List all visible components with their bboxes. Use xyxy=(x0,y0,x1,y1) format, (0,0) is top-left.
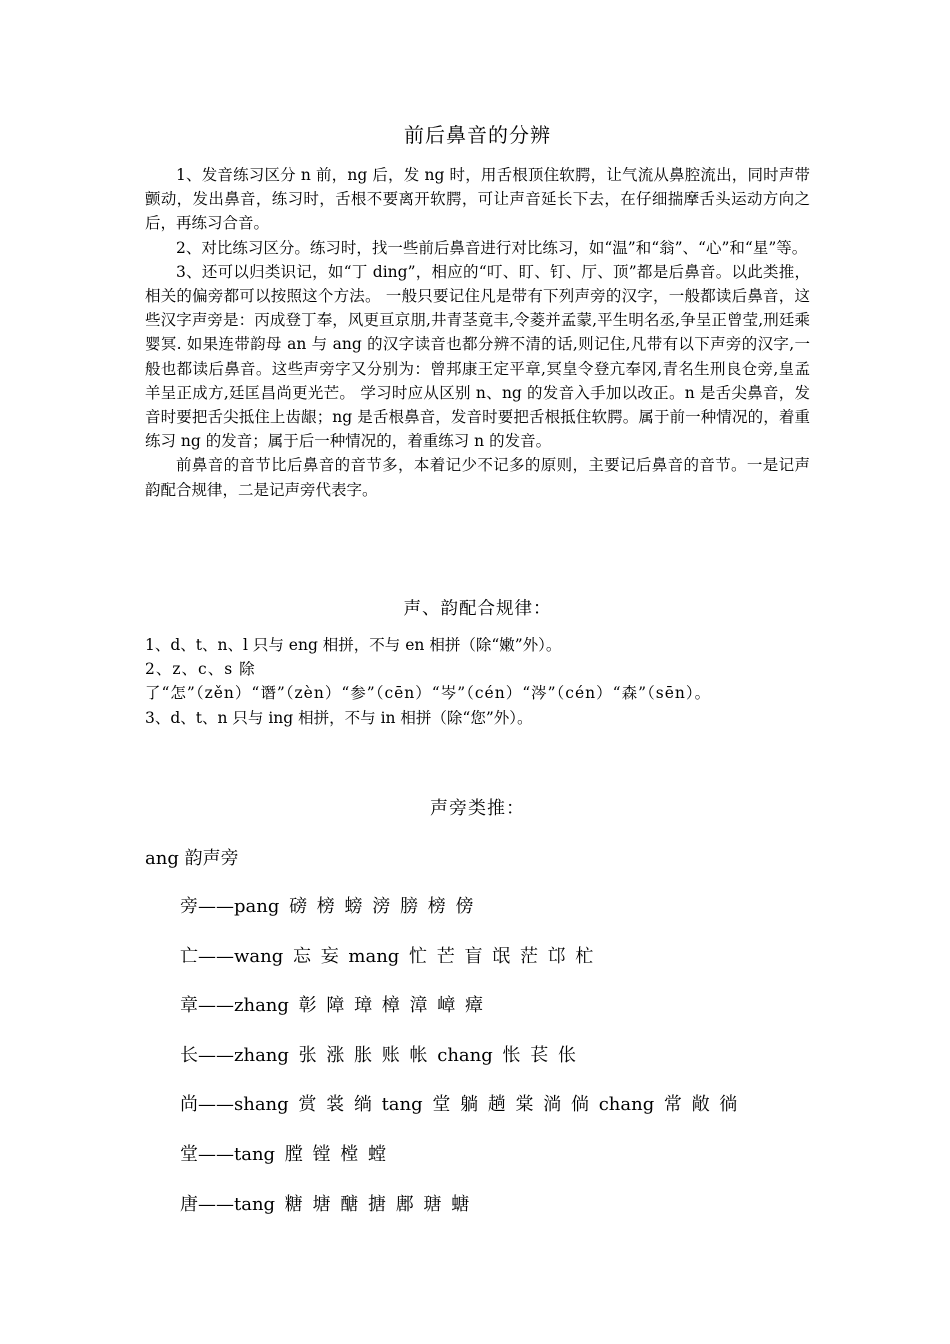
radical-row: 章——zhang 彰 障 璋 樟 漳 嶂 瘴 xyxy=(180,995,483,1017)
rules-heading: 声、韵配合规律： xyxy=(403,599,552,619)
rule-3: 3、d、t、n 只与 ing 相拼，不与 in 相拼（除“您”外）。 xyxy=(145,708,533,727)
body-paragraphs xyxy=(145,163,810,502)
ang-group-heading: ang 韵声旁 xyxy=(145,848,239,869)
paragraph-2: 2、对比练习区分。练习时，找一些前后鼻音进行对比练习，如“温”和“翁”、“心”和“星”等。 xyxy=(176,238,808,257)
radical-row: 堂——tang 膛 镗 樘 螳 xyxy=(180,1143,386,1165)
radicals-heading: 声旁类推： xyxy=(430,798,525,819)
paragraph-1: 1、发音练习区分 n 前，ng 后，发 ng 时，用舌根顶住软腭，让气流从鼻腔流出，同时声带颤动，发出鼻音，练习时，舌根不要离开软腭，可让声音延长下去，在仔细揣摩舌头运动方向之后，再练习合音。 xyxy=(145,166,810,233)
rule-2: 2、z、c、s 除了“怎”（zěn）“谮”（zèn）“参”（cēn）“岑”（cén）“涔”（cén）“森”（sēn）。 xyxy=(145,660,712,703)
radical-row: 长——zhang 张 涨 胀 账 帐 chang 怅 苌 伥 xyxy=(180,1044,576,1066)
radical-row: 亡——wang 忘 妄 mang 忙 芒 盲 氓 茫 邙 杧 xyxy=(180,945,594,967)
paragraph-3: 3、还可以归类识记，如“丁 ding”，相应的“叮、盯、钉、厅、顶”都是后鼻音。以此类推，相关的偏旁都可以按照这个方法。 一般只要记住凡是带有下列声旁的汉字，一般都读后鼻音，这些汉字声旁是：丙成登丁奉，风更亘京朋,井青茎竟丰,令菱并孟蒙,平生明名丞,争呈正曾莹,刑廷乘婴冥. 如果连带韵母 an 与 ang 的汉字读音也都分辨不清的话,则记住,凡带有以下声旁的汉字,一般也都读后鼻音。这些声旁字又分别为：曾邦康王定平章,冥皇令登亢奉冈,青名生刑良仓旁,皇孟羊呈正成方,廷匡昌尚更光芒。 学习时应从区别 n、ng 的发音入手加以改正。n 是舌尖鼻音，发音时要把舌尖抵住上齿龈；ng 是舌根鼻音，发音时要把舌根抵住软腭。属于前一种情况的，着重练习 ng 的发音；属于后一种情况的，着重练习 n 的发音。 xyxy=(145,262,810,451)
radical-row: 尚——shang 赏 裳 绱 tang 堂 躺 趟 棠 淌 倘 chang 常 敞 徜 xyxy=(180,1094,738,1116)
radical-row: 唐——tang 糖 塘 醣 搪 鄌 瑭 螗 xyxy=(180,1193,470,1215)
ang-radical-list xyxy=(180,894,820,1241)
paragraph-4: 前鼻音的音节比后鼻音的音节多，本着记少不记多的原则，主要记后鼻音的音节。一是记声韵配合规律，二是记声旁代表字。 xyxy=(145,456,810,499)
document-title: 前后鼻音的分辨 xyxy=(404,123,551,147)
rule-1: 1、d、t、n、l 只与 eng 相拼，不与 en 相拼（除“嫩”外）。 xyxy=(145,636,562,654)
rules-list xyxy=(145,633,810,730)
radical-row: 旁——pang 磅 榜 螃 滂 膀 榜 傍 xyxy=(180,896,474,917)
